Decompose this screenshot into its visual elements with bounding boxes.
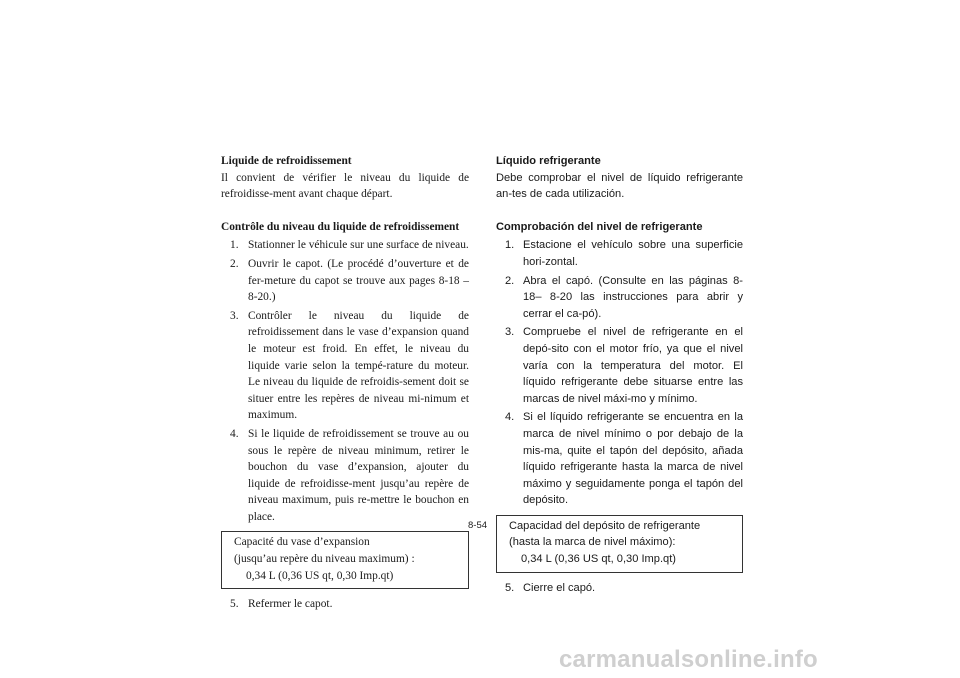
fr-step-text: Refermer le capot.	[248, 598, 333, 611]
fr-step-num: 4.	[230, 427, 239, 440]
fr-step-num: 1.	[230, 239, 239, 252]
es-step-text: Si el líquido refrigerante se encuentra en la marca de nivel mínimo o por debajo de la mis-ma, quite el tapón del depósito, añada líquido refrigerante hasta la marca de nivel máximo y seguidamente ponga el tapón del depósito.	[523, 411, 743, 507]
fr-step	[221, 596, 469, 613]
fr-step	[221, 256, 469, 306]
es-step	[496, 237, 743, 270]
es-step-text: Abra el capó. (Consulte en las páginas 8-18– 8-20 las instrucciones para abrir y cerrar el ca-pó).	[523, 274, 743, 320]
fr-steps-list-end	[221, 596, 469, 613]
es-step-text: Compruebe el nivel de refrigerante en el depó-sito con el motor frío, ya que el nivel varía con la temperatura del motor. El líquido refrigerante debe situarse entre las marcas de nivel máxi-mo y mínimo.	[523, 326, 743, 405]
fr-capacity-label: Capacité du vase d’expansion	[234, 536, 370, 549]
fr-step-text: Si le liquide de refroidissement se trouve au ou sous le repère de niveau minimum, retirer le bouchon du vase d’expansion, ajouter du liquide de refroidisse-ment jusqu’au repère de niveau maximum, puis re-mettre le bouchon en place.	[248, 427, 469, 523]
es-step-text: Estacione el vehículo sobre una superficie hori-zontal.	[523, 239, 743, 268]
fr-step-text: Contrôler le niveau du liquide de refroidissement dans le vase d’expansion quand le moteur est froid. En effet, le niveau du liquide varie selon la tempé-rature du moteur. Le niveau du liquide de refroidis-sement doit se situer entre les repères de niveau mi-nimum et maximum.	[248, 309, 469, 422]
es-steps-list-end	[496, 580, 743, 597]
fr-step-text: Ouvrir le capot. (Le procédé d’ouverture et de fer-meture du capot se trouve aux pages 8-18 – 8-20.)	[248, 257, 469, 304]
es-capacity-value: 0,34 L (0,36 US qt, 0,30 Imp.qt)	[521, 553, 676, 566]
es-step-num: 5.	[505, 581, 515, 594]
fr-capacity-box	[221, 531, 469, 589]
es-capacity-box	[496, 515, 743, 573]
es-step-num: 1.	[505, 239, 515, 252]
fr-capacity-value: 0,34 L (0,36 US qt, 0,30 Imp.qt)	[246, 569, 394, 582]
fr-heading: Liquide de refroidissement	[221, 155, 352, 167]
fr-steps-list	[221, 237, 469, 525]
fr-intro: Il convient de vérifier le niveau du liquide de refroidisse-ment avant chaque départ.	[221, 171, 469, 201]
es-capacity-label: Capacidad del depósito de refrigerante	[509, 519, 701, 532]
fr-step-num: 5.	[230, 598, 239, 611]
fr-step-num: 3.	[230, 309, 239, 322]
fr-step-num: 2.	[230, 257, 239, 270]
es-step	[496, 580, 743, 597]
page-number: 8-54	[468, 520, 488, 531]
es-step-text: Cierre el capó.	[523, 581, 596, 594]
es-step	[496, 409, 743, 509]
es-steps-list	[496, 237, 743, 509]
es-intro: Debe comprobar el nivel de líquido refrigerante an-tes de cada utilización.	[496, 171, 743, 201]
es-step-num: 4.	[505, 411, 515, 424]
es-subheading: Comprobación del nivel de refrigerante	[496, 220, 703, 233]
fr-capacity-condition: (jusqu’au repère du niveau maximum) :	[234, 553, 415, 566]
fr-step	[221, 426, 469, 526]
french-column	[221, 153, 469, 615]
es-capacity-condition: (hasta la marca de nivel máximo):	[509, 536, 676, 549]
es-heading: Líquido refrigerante	[496, 155, 601, 167]
fr-subheading: Contrôle du niveau du liquide de refroidissement	[221, 220, 460, 233]
es-step-num: 2.	[505, 274, 515, 287]
spanish-column	[496, 153, 743, 598]
watermark: carmanualsonline.info	[559, 646, 818, 673]
fr-step	[221, 237, 469, 254]
es-step	[496, 324, 743, 407]
es-step-num: 3.	[505, 326, 515, 339]
fr-step-text: Stationner le véhicule sur une surface de niveau.	[248, 239, 469, 252]
es-step	[496, 273, 743, 323]
fr-step	[221, 308, 469, 424]
